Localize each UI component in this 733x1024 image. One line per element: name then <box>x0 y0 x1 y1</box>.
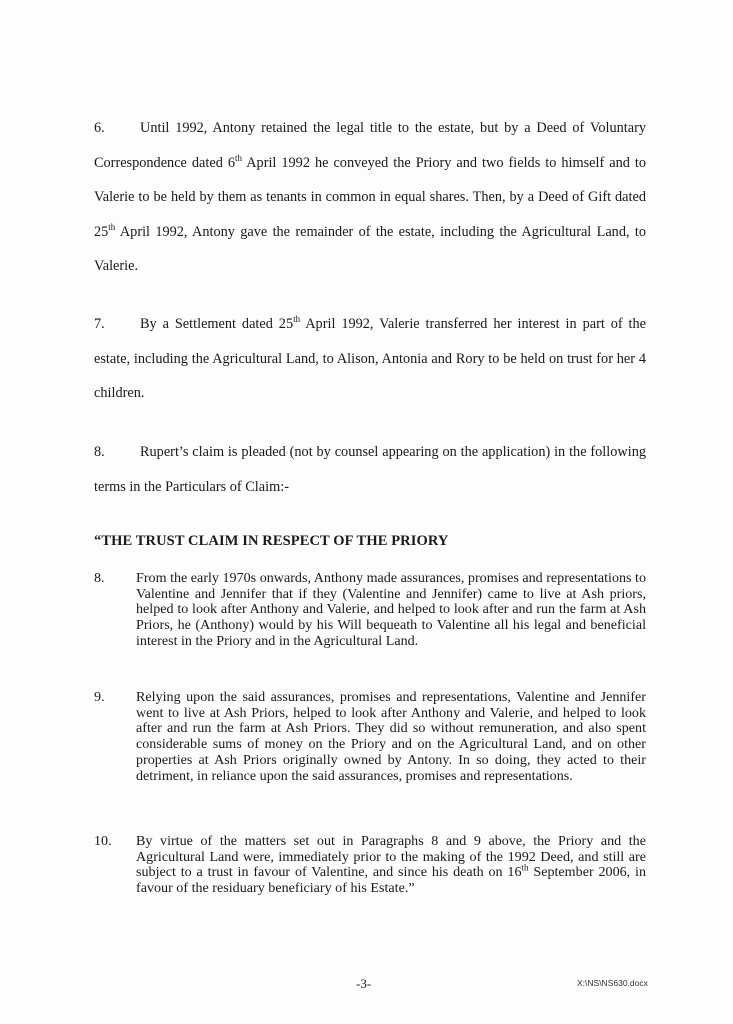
quoted-paragraph-8 <box>94 571 646 650</box>
paragraph-text: April 1992 he conveyed the Priory and two fields to himself and to Valerie to be held by them as tenants in common in equal shares. Then, by a Deed of Gift dated 25 <box>94 154 646 240</box>
paragraph-text: April 1992, Valerie transferred her interest in part of the estate, including the Agricultural Land, to Alison, Antonia and Rory to be held on trust for her 4 children. <box>94 316 646 401</box>
quoted-paragraph-number: 8. <box>94 570 105 586</box>
paragraph-number: 6. <box>94 120 105 136</box>
ordinal-suffix: th <box>293 314 301 325</box>
quoted-paragraph-text: Relying upon the said assurances, promises and representations, Valentine and Jennifer went to live at Ash Priors, helped to look after Anthony and Valerie, and helped to look after and run the farm at Ash Priors. They did so without remuneration, and also spent considerable sums of money on the Priory and on the Agricultural Land, and on other properties at Ash Priors originally owned by Antony. In so doing, they acted to their detriment, in reliance upon the said assurances, promises and representations. <box>136 689 646 784</box>
quoted-text-part: September 2006, in favour of the residuary beneficiary of his Estate.” <box>136 864 646 897</box>
quoted-paragraph-number: 9. <box>94 689 105 705</box>
file-reference: X:\NS\NS630.docx <box>577 978 648 988</box>
page-number: -3- <box>356 976 372 991</box>
paragraph-number: 7. <box>94 316 105 332</box>
quoted-paragraph-number: 10. <box>94 833 112 849</box>
paragraph-number: 8. <box>94 444 105 460</box>
paragraph-6 <box>94 111 646 284</box>
paragraph-8 <box>94 435 646 504</box>
paragraph-text: By a Settlement dated 25 <box>140 316 294 332</box>
paragraph-text: Rupert’s claim is pleaded (not by counsel appearing on the application) in the following terms in the Particulars of Claim:- <box>94 444 646 495</box>
quote-heading: “THE TRUST CLAIM IN RESPECT OF THE PRIORY <box>94 533 449 549</box>
quoted-paragraph-10 <box>94 834 646 897</box>
ordinal-suffix: th <box>235 152 243 163</box>
quoted-paragraph-text <box>136 834 646 897</box>
paragraph-text: April 1992, Antony gave the remainder of the estate, including the Agricultural Land, to Valerie. <box>94 223 646 274</box>
quoted-paragraph-9 <box>94 690 646 784</box>
ordinal-suffix: th <box>108 221 116 232</box>
paragraph-7 <box>94 307 646 411</box>
paragraph-text: Until 1992, Antony retained the legal title to the estate, but by a Deed of Voluntary Correspondence dated 6 <box>94 120 646 171</box>
quoted-paragraph-text: From the early 1970s onwards, Anthony made assurances, promises and representations to Valentine and Jennifer that if they (Valentine and Jennifer) came to live at Ash priors, helped to look after Anthony and Valerie, and helped to look after and run the farm at Ash Priors, he (Anthony) would by his Will bequeath to Valentine all his legal and beneficial interest in the Priory and in the Agricultural Land. <box>136 570 647 649</box>
quoted-text-part: By virtue of the matters set out in Paragraphs 8 and 9 above, the Priory and the Agricultural Land were, immediately prior to the making of the 1992 Deed, and still are subject to a trust in favour of Valentine, and since his death on 16 <box>136 833 646 881</box>
ordinal-suffix: th <box>521 862 529 873</box>
